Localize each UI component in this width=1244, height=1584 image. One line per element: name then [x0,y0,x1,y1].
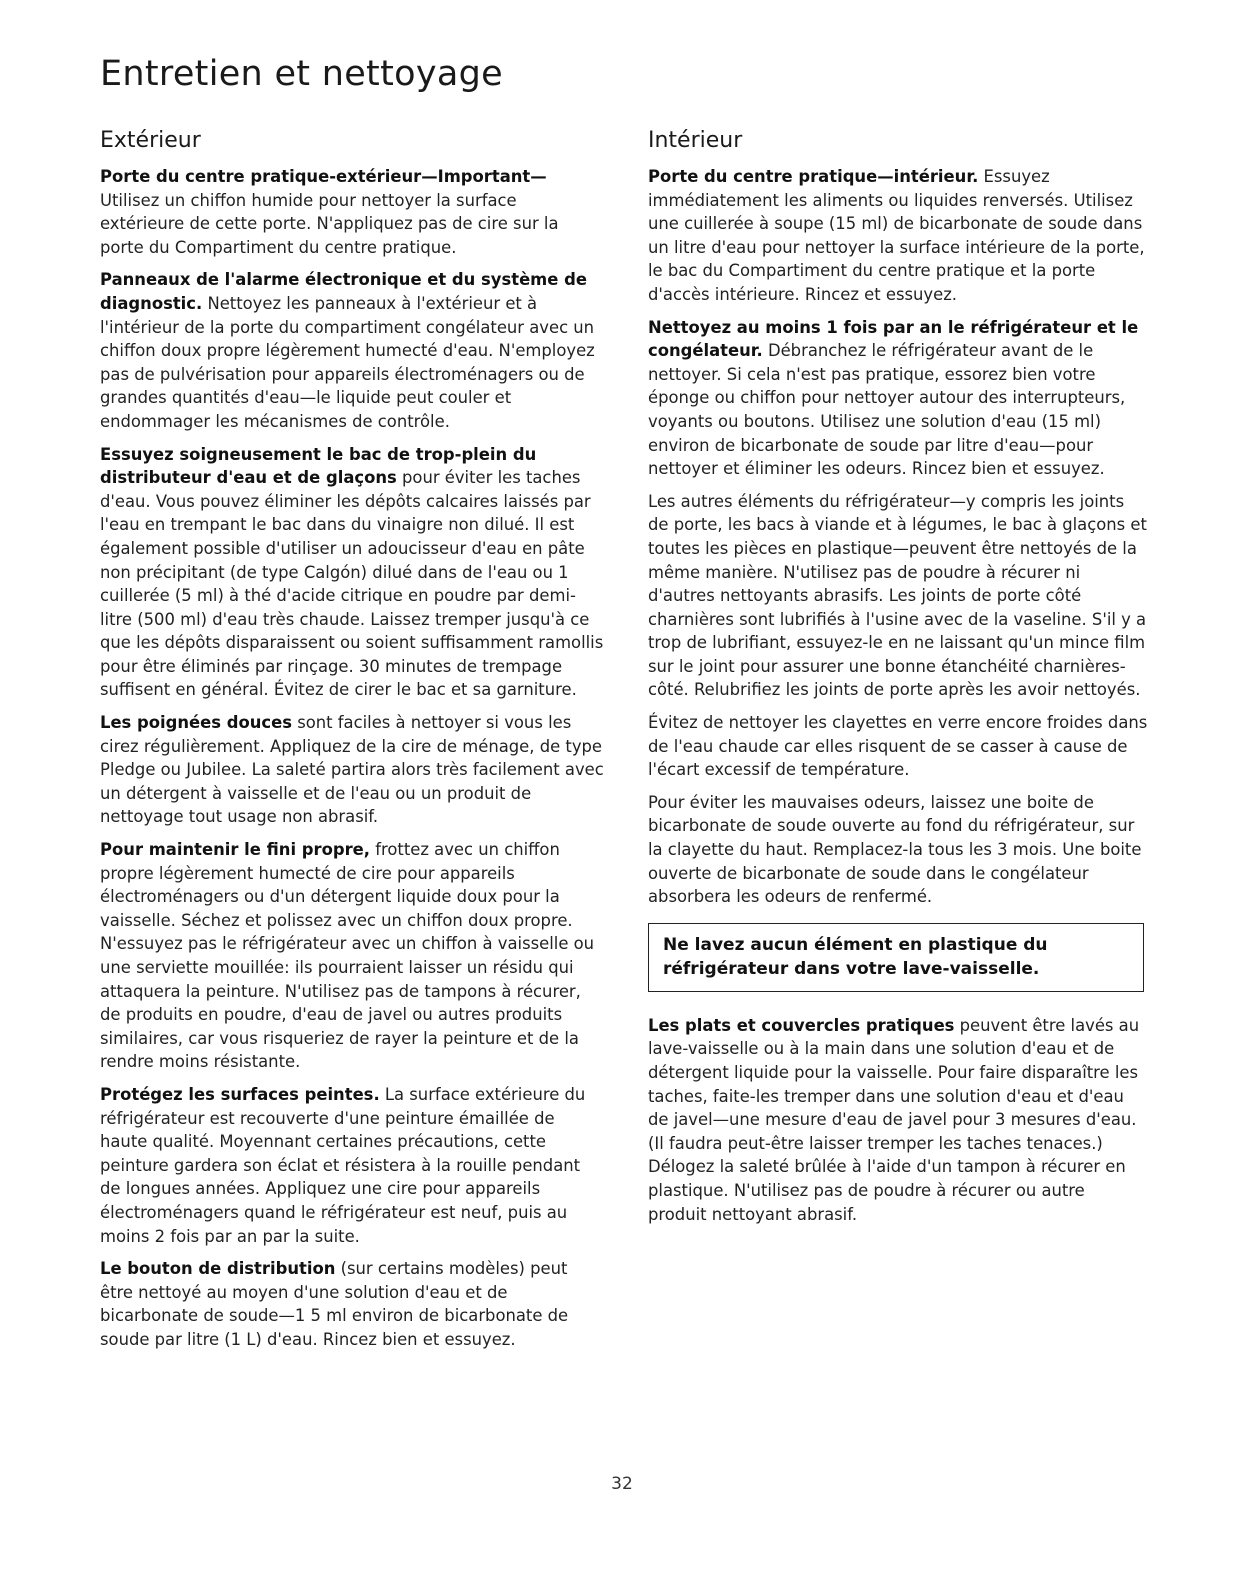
paragraph-porte-exterieur [100,165,605,259]
paragraph-nettoyage-annuel [648,316,1148,481]
paragraph-lead: Nettoyez au moins 1 fois par an le réfrigérateur et le congélateur. [648,317,1139,361]
paragraph-autres-elements [648,490,1148,702]
interior-column [648,128,1148,1235]
page-title: Entretien et nettoyage [100,54,503,94]
exterior-column [100,128,605,1361]
paragraph-poignees [100,711,605,829]
exterior-heading: Extérieur [100,128,201,153]
paragraph-lead: Essuyez soigneusement le bac de trop-plein du distributeur d'eau et de glaçons [100,444,537,488]
paragraph-panneaux-alarme [100,268,605,433]
paragraph-body: Nettoyez les panneaux à l'extérieur et à l'intérieur de la porte du compartiment congélateur avec un chiffon doux propre légèrement humecté d'eau. N'employez pas de pulvérisation pour appareils électroménagers ou de grandes quantités d'eau—le liquide peut couler et endommager les mécanismes de contrôle. [100,293,595,431]
page-number: 32 [611,1474,633,1494]
paragraph-fini-propre [100,838,605,1074]
paragraph-lead: Protégez les surfaces peintes. [100,1084,380,1104]
paragraph-mauvaises-odeurs [648,791,1148,909]
paragraph-body: Essuyez immédiatement les aliments ou liquides renversés. Utilisez une cuillerée à soupe (15 ml) de bicarbonate de soude dans un litre d'eau pour nettoyer la surface intérieure de la porte, le bac du Compartiment du centre pratique et la porte d'accès intérieure. Rincez et essuyez. [648,167,1145,304]
paragraph-bac-trop-plein [100,443,605,703]
paragraph-body: Débranchez le réfrigérateur avant de le nettoyer. Si cela n'est pas pratique, essorez bien votre éponge ou chiffon pour nettoyer autour des interrupteurs, voyants ou boutons. Utilisez une solution d'eau (15 ml) environ de bicarbonate de soude par litre d'eau—pour nettoyer et éliminer les odeurs. Rincez bien et essuyez. [648,341,1126,479]
paragraph-body: peuvent être lavés au lave-vaisselle ou à la main dans une solution d'eau et de détergent liquide pour la vaisselle. Pour faire disparaître les taches, faite-les tremper dans une solution d'eau et d'eau de javel—une mesure d'eau de javel pour 3 mesures d'eau. (Il faudra peut-être laisser tremper les taches tenaces.) Délogez la saleté brûlée à l'aide d'un tampon à récurer en plastique. N'utilisez pas de poudre à récurer ou autre produit nettoyant abrasif. [648,1015,1140,1224]
paragraph-body: sont faciles à nettoyer si vous les cirez régulièrement. Appliquez de la cire de ménage, de type Pledge ou Jubilee. La saleté partira alors très facilement avec un détergent à vaisselle et de l'eau ou un produit de nettoyage tout usage non abrasif. [100,713,604,827]
paragraph-bouton-distribution [100,1257,605,1351]
paragraph-surfaces-peintes [100,1083,605,1248]
paragraph-body: frottez avec un chiffon propre légèrement humecté de cire pour appareils électroménagers ou d'un détergent liquide doux pour la vaisselle. Séchez et polissez avec un chiffon doux propre. N'essuyez pas le réfrigérateur avec un chiffon à vaisselle ou une serviette mouillée: ils pourraient laisser un résidu qui attaquera la peinture. N'utilisez pas de tampons à récurer, de produits en poudre, d'eau de javel ou autres produits similaires, car vous risqueriez de rayer la peinture et de la rendre moins résistante. [100,840,595,1072]
paragraph-body: Évitez de nettoyer les clayettes en verre encore froides dans de l'eau chaude car elles risquent de se casser à cause de l'écart excessif de température. [648,713,1148,780]
paragraph-lead: Porte du centre pratique-extérieur—Important— [100,167,547,186]
warning-box [648,923,1144,992]
paragraph-body: La surface extérieure du réfrigérateur est recouverte d'une peinture émaillée de haute qualité. Moyennant certaines précautions, cette peinture gardera son éclat et résistera à la rouille pendant de longues années. Appliquez une cire pour appareils électroménagers quand le réfrigérateur est neuf, puis au moins 2 fois par an par la suite. [100,1084,586,1246]
paragraph-plats-couvercles [648,1014,1148,1226]
paragraph-lead: Les plats et couvercles pratiques [648,1015,955,1035]
paragraph-lead: Pour maintenir le fini propre, [100,840,371,860]
paragraph-lead: Panneaux de l'alarme électronique et du système de diagnostic. [100,270,587,313]
paragraph-lead: Les poignées douces [100,713,292,733]
paragraph-porte-interieur [648,165,1148,307]
paragraph-clayettes-verre [648,711,1148,782]
paragraph-body: (sur certains modèles) peut être nettoyé au moyen d'une solution d'eau et de bicarbonate de soude—1 5 ml environ de bicarbonate de soude par litre (1 L) d'eau. Rincez bien et essuyez. [100,1259,569,1349]
interior-heading: Intérieur [648,128,743,153]
paragraph-body: pour éviter les taches d'eau. Vous pouvez éliminer les dépôts calcaires laissés par l'eau en trempant le bac dans du vinaigre non dilué. Il est également possible d'utiliser un adoucisseur d'eau en pâte non précipitant (de type Calgón) dilué dans de l'eau ou 1 cuillerée (5 ml) à thé d'acide citrique en poudre par demi-litre (500 ml) d'eau très chaude. Laissez tremper jusqu'à ce que les dépôts disparaissent ou soient suffisamment ramollis pour être éliminés par rinçage. 30 minutes de trempage suffisent en général. Évitez de cirer le bac et sa garniture. [100,468,604,700]
warning-text: Ne lavez aucun élément en plastique du réfrigérateur dans votre lave-vaisselle. [663,934,1048,979]
paragraph-body: Les autres éléments du réfrigérateur—y compris les joints de porte, les bacs à viande et à légumes, le bac à glaçons et toutes les pièces en plastique—peuvent être nettoyés de la même manière. N'utilisez pas de poudre à récurer ni d'autres nettoyants abrasifs. Les joints de porte côté charnières sont lubrifiés à l'usine avec de la vaseline. S'il y a trop de lubrifiant, essuyez-le en ne laissant qu'un mince film sur le joint pour assurer une bonne étanchéité charnières-côté. Relubrifiez les joints de porte après les avoir nettoyés. [648,491,1147,700]
paragraph-lead: Porte du centre pratique—intérieur. [648,167,979,186]
paragraph-body: Utilisez un chiffon humide pour nettoyer la surface extérieure de cette porte. N'appliquez pas de cire sur la porte du Compartiment du centre pratique. [100,190,559,257]
paragraph-body: Pour éviter les mauvaises odeurs, laissez une boite de bicarbonate de soude ouverte au fond du réfrigérateur, sur la clayette du haut. Remplacez-la tous les 3 mois. Une boite ouverte de bicarbonate de soude dans le congélateur absorbera les odeurs de renfermé. [648,792,1142,907]
paragraph-lead: Le bouton de distribution [100,1259,336,1279]
